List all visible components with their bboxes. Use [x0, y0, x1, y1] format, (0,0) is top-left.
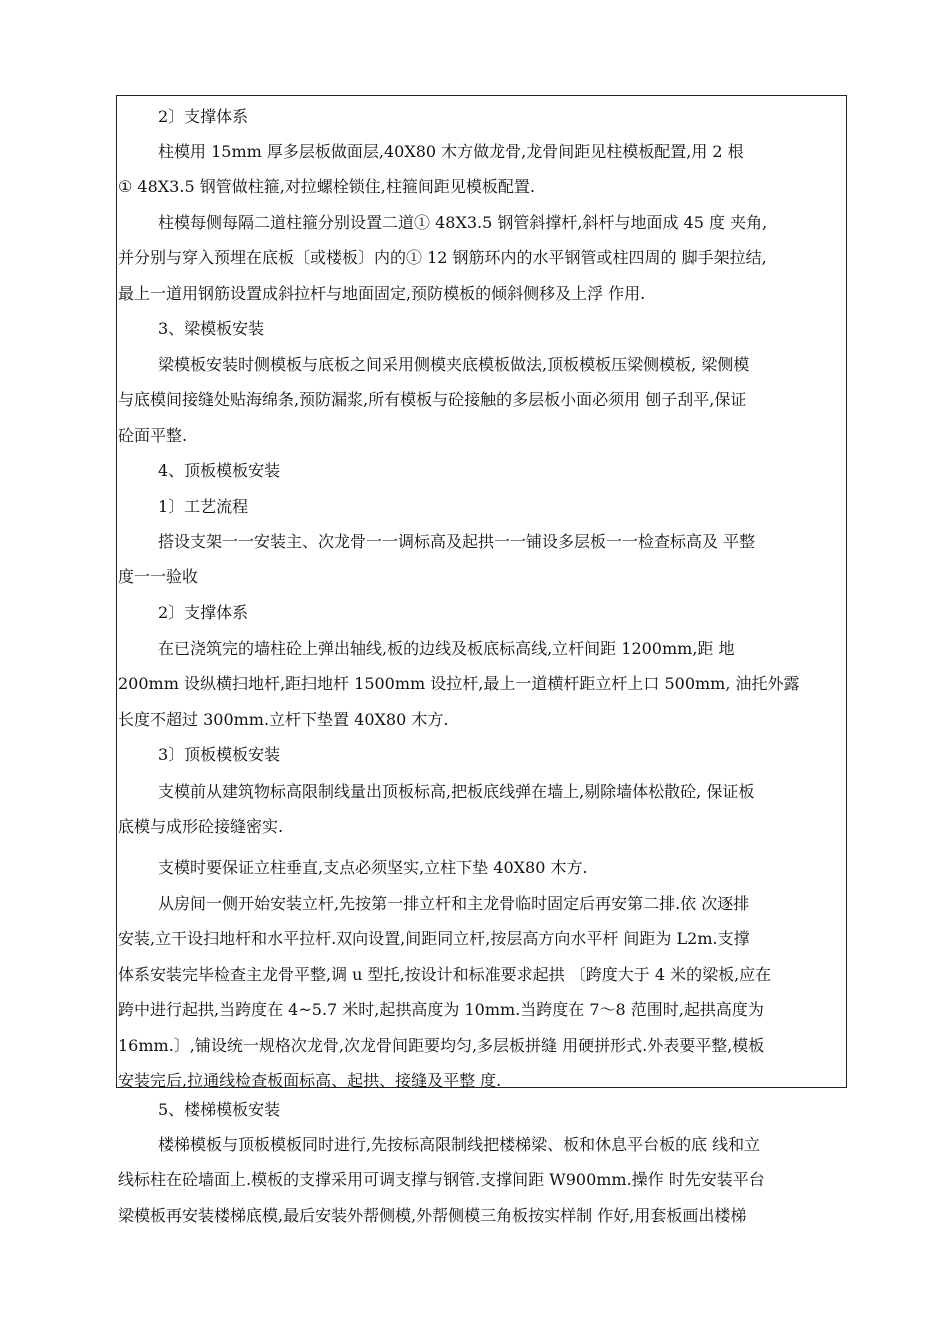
- paragraph-install-sequence: 从房间一侧开始安装立杆,先按第一排立杆和主龙骨临时固定后再安第二排.依 次逐排 安装,立干设扫地杆和水平拉杆.双向设置,间距同立杆,按层高方向水平杆 间距为 L2m.支撑 体系安装完毕检查主龙骨平整,调 u 型托,按设计和标准要求起拱 〔跨度大于 4 米的梁板,应在 跨中进行起拱,当跨度在 4~5.7 米时,起拱高度为 10mm.当跨度在 7〜8 范围时,起拱高度为 16mm.〕,铺设统一规格次龙骨,次龙骨间距要均匀,多层板拼缝 用硬拼形式.外表要平整,模板 安装完后,拉通线检查板面标高、起拱、接缝及平整 度.: [118, 894, 772, 1090]
- heading-3-beam-formwork: 3、梁模板安装: [158, 319, 265, 338]
- paragraph-post-vertical: 支模时要保证立柱垂直,支点必须坚实,立柱下垫 40X80 木方.: [158, 858, 588, 877]
- paragraph-column-bracing: 柱模每侧每隔二道柱箍分别设置二道① 48X3.5 钢管斜撑杆,斜杆与地面成 45 度 夹角, 并分别与穿入预埋在底板〔或楼板〕内的① 12 钢筋环内的水平钢管或柱四周的 脚手架拉结, 最上一道用钢筋设置成斜拉杆与地面固定,预防模板的倾斜侧移及上浮 作用.: [118, 213, 768, 303]
- heading-3-slab-install: 3〕顶板模板安装: [158, 745, 281, 764]
- paragraph-process-flow: 搭设支架一一安装主、次龙骨一一调标高及起拱一一铺设多层板一一检查标高及 平整 度一一验收: [118, 532, 756, 587]
- heading-4-slab-formwork: 4、顶板模板安装: [158, 461, 281, 480]
- paragraph-column-form: 柱模用 15mm 厚多层板做面层,40X80 木方做龙骨,龙骨间距见柱模板配置,用 2 根 ① 48X3.5 钢管做柱箍,对拉螺栓锁住,柱箍间距见模板配置.: [118, 142, 744, 197]
- heading-2-support-system: 2〕支撑体系: [158, 107, 249, 126]
- heading-5-stair-formwork: 5、楼梯模板安装: [158, 1100, 281, 1119]
- paragraph-stair-formwork: 楼梯模板与顶板模板同时进行,先按标高限制线把楼梯梁、板和休息平台板的底 线和立 线标柱在砼墙面上.模板的支撑采用可调支撑与钢管.支撑间距 W900mm.操作 时先安装平台 梁模板再安装楼梯底模,最后安装外帮侧模,外帮侧模三角板按实样制 作好,用套板画出楼梯: [118, 1135, 765, 1225]
- paragraph-slab-prep: 支模前从建筑物标高限制线量出顶板标高,把板底线弹在墙上,剔除墙体松散砼, 保证板 底模与成形砼接缝密实.: [118, 782, 755, 837]
- heading-1-process-flow: 1〕工艺流程: [158, 497, 249, 516]
- heading-2-support-system-slab: 2〕支撑体系: [158, 603, 249, 622]
- paragraph-slab-support: 在已浇筑完的墙柱砼上弹出轴线,板的边线及板底标高线,立杆间距 1200mm,距 地 200mm 设纵横扫地杆,距扫地杆 1500mm 设拉杆,最上一道横杆距立杆上口 500mm, 油托外露 长度不超过 300mm.立杆下垫置 40X80 木方.: [118, 639, 800, 729]
- paragraph-beam-formwork: 梁模板安装时侧模板与底板之间采用侧模夹底模板做法,顶板模板压梁侧模板, 梁侧模 与底模间接缝处贴海绵条,预防漏浆,所有模板与砼接触的多层板小面必须用 刨子刮平,保证 砼面平整.: [118, 355, 750, 445]
